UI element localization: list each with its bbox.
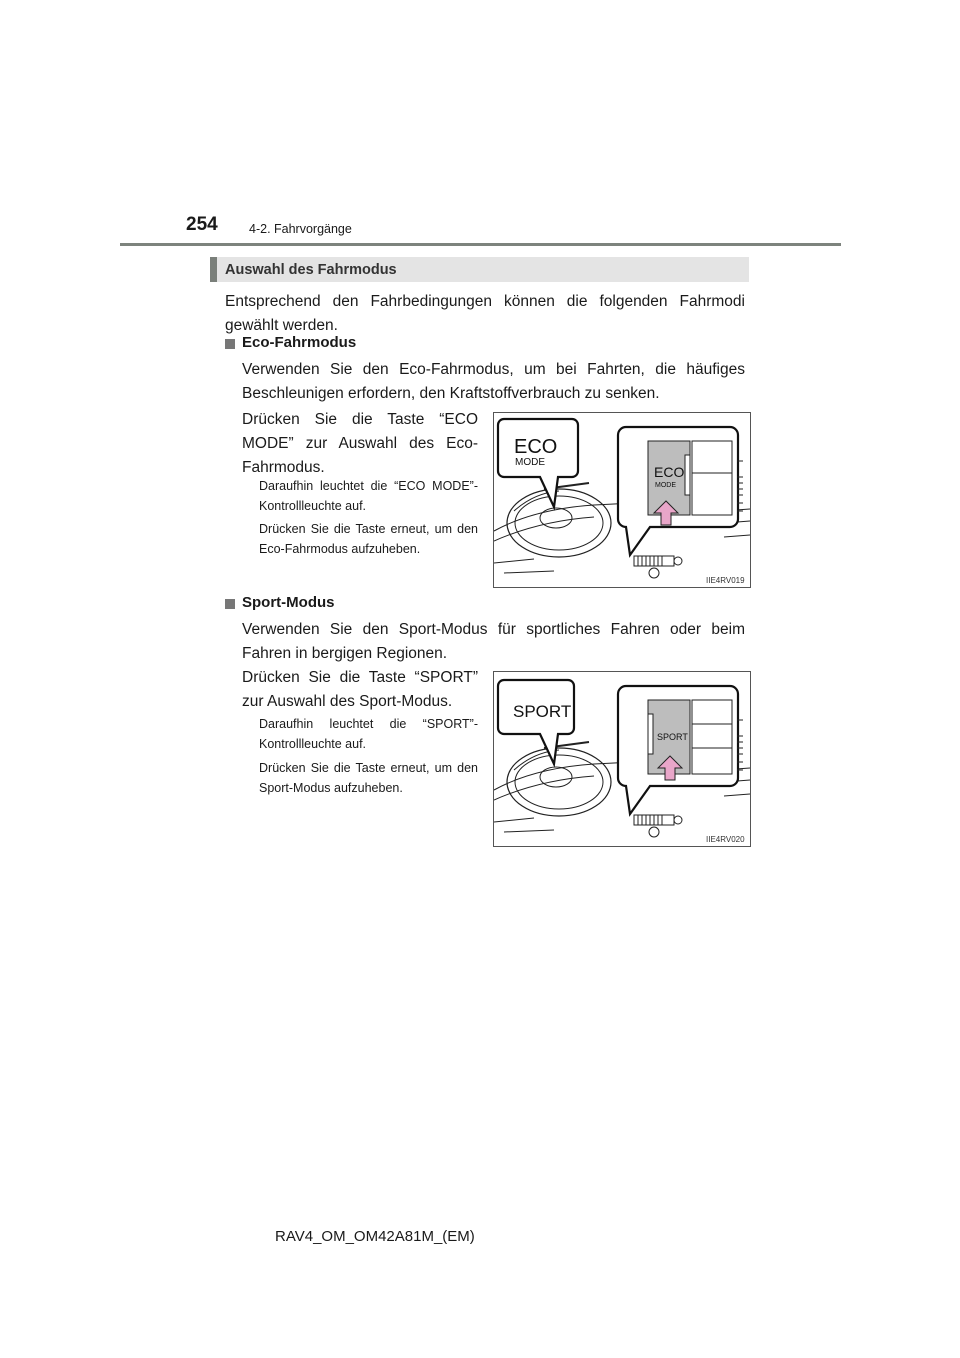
- document-footer: RAV4_OM_OM42A81M_(EM): [275, 1228, 475, 1245]
- sport-mode-instruction: Drücken Sie die Taste “SPORT” zur Auswahl des Sport-Modus.: [242, 669, 478, 710]
- sport-callout: SPORT: [513, 702, 572, 721]
- intro-paragraph: Entsprechend den Fahrbedingungen können die folgenden Fahrmodi gewählt werden.: [225, 293, 745, 334]
- section-title: 4-2. Fahrvorgänge: [249, 222, 352, 236]
- sport-mode-illustration: [493, 671, 751, 847]
- eco-mode-description: Verwenden Sie den Eco-Fahrmodus, um bei Fahrten, die häufiges Beschleunigen erfordern, den Kraftstoffverbrauch zu senken.: [242, 361, 745, 402]
- bullet-square-icon: [225, 339, 235, 349]
- header-divider: [120, 243, 841, 246]
- eco-mode-illustration: [493, 412, 751, 588]
- eco-mode-title: Eco-Fahrmodus: [242, 334, 357, 351]
- page-number: 254: [186, 214, 218, 235]
- sport-button-label: SPORT: [657, 732, 688, 742]
- eco-mode-note-1: Daraufhin leuchtet die “ECO MODE”-Kontrollleuchte auf.: [259, 479, 478, 513]
- sport-mode-title: Sport-Modus: [242, 594, 335, 611]
- sport-mode-note-1: Daraufhin leuchtet die “SPORT”-Kontrollleuchte auf.: [259, 717, 478, 751]
- eco-button-top: ECO: [654, 464, 685, 480]
- bullet-square-icon: [225, 599, 235, 609]
- eco-mode-drawing: [494, 413, 750, 587]
- eco-mode-instruction: Drücken Sie die Taste “ECO MODE” zur Auswahl des Eco-Fahrmodus.: [242, 411, 478, 476]
- sport-mode-description: Verwenden Sie den Sport-Modus für sportliches Fahren oder beim Fahren in bergigen Regionen.: [242, 621, 745, 662]
- eco-callout-top: ECO: [514, 436, 558, 458]
- eco-button-bottom: MODE: [655, 482, 676, 489]
- eco-mode-note-2: Drücken Sie die Taste erneut, um den Eco-Fahrmodus aufzuheben.: [259, 522, 478, 556]
- eco-callout-bottom: MODE: [515, 457, 545, 468]
- sport-mode-note-2: Drücken Sie die Taste erneut, um den Sport-Modus aufzuheben.: [259, 761, 478, 795]
- sport-figure-code: IIE4RV020: [706, 835, 745, 844]
- sport-mode-drawing: [494, 672, 750, 846]
- eco-figure-code: IIE4RV019: [706, 576, 745, 585]
- heading-accent: [210, 257, 217, 282]
- section-heading: Auswahl des Fahrmodus: [225, 262, 397, 278]
